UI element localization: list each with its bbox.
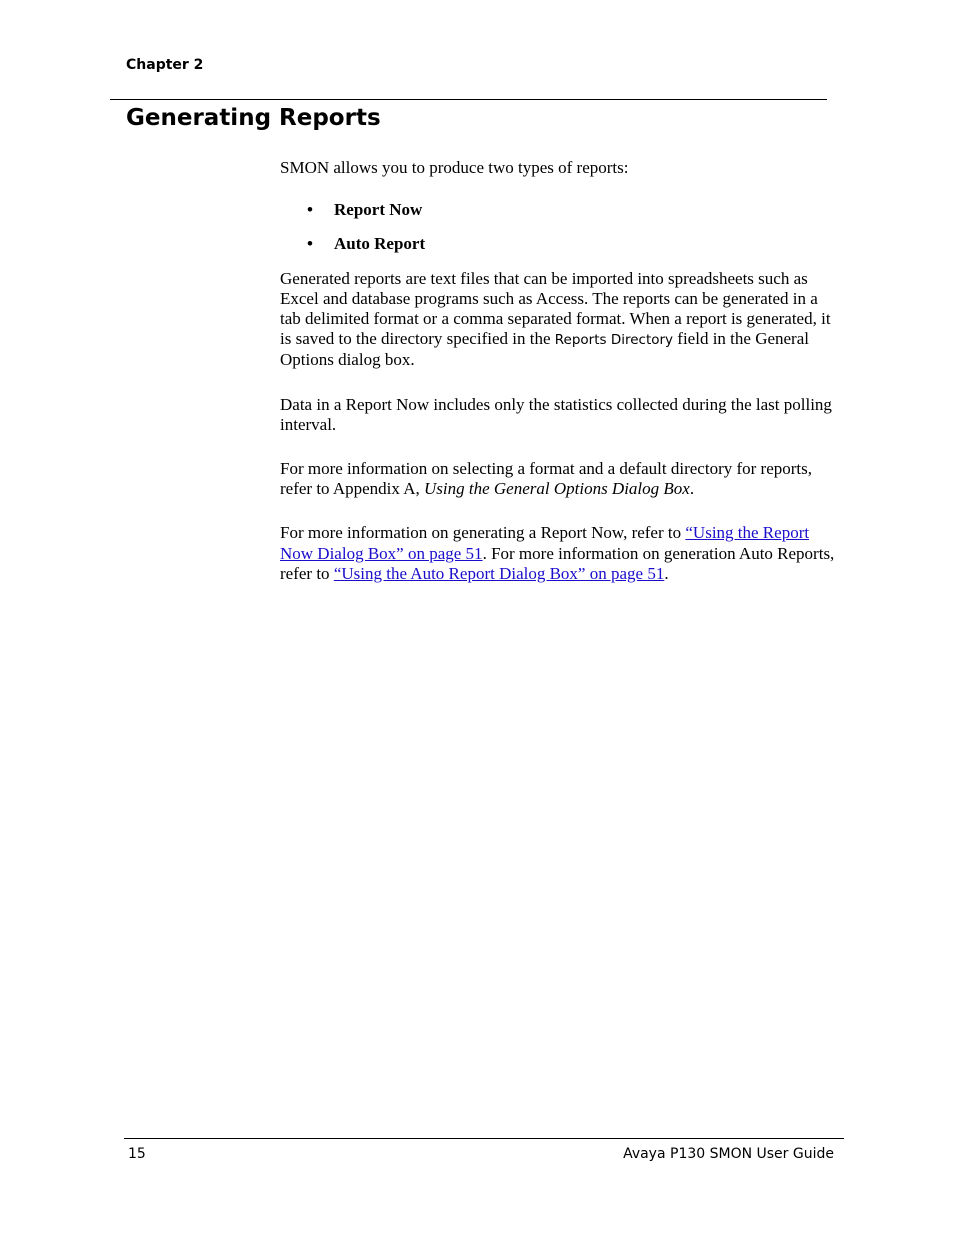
cross-reference-paragraph — [280, 523, 842, 584]
report-now-dialog-link[interactable]: “Using the Report Now Dialog Box” on page 51 — [280, 523, 810, 563]
auto-report-dialog-link[interactable]: “Using the Auto Report Dialog Box” on page 51 — [333, 563, 665, 583]
body-text — [280, 158, 842, 608]
paragraph-text: For more information on selecting a format and a default directory for reports, refer to Appendix A, — [280, 459, 813, 499]
report-type-label: Report Now — [334, 200, 423, 220]
paragraph-text: Generated reports are text files that can be imported into spreadsheets such as Excel and database programs such as Access. The reports can be generated in a tab delimited format or a comma separated format. When a report is generated, it is saved to the directory specified in the — [280, 268, 831, 349]
footer-divider — [124, 1138, 844, 1139]
paragraph-text: . For more information on generation Auto Reports, refer to — [280, 543, 835, 583]
paragraph-text: . — [689, 479, 695, 499]
appendix-reference: Using the General Options Dialog Box — [424, 479, 690, 499]
bullet-icon: • — [307, 234, 313, 254]
intro-paragraph: SMON allows you to produce two types of reports: — [280, 158, 629, 177]
section-title: Generating Reports — [126, 105, 381, 131]
list-item — [280, 200, 842, 220]
reports-directory-term: Reports Directory — [554, 332, 674, 349]
page-number: 15 — [128, 1146, 146, 1162]
format-info-paragraph — [280, 459, 842, 499]
paragraph-text: . — [664, 563, 669, 583]
header-divider — [110, 99, 827, 100]
paragraph-text: field in the General Options dialog box. — [280, 329, 809, 370]
paragraph-text: For more information on generating a Report Now, refer to — [280, 523, 686, 543]
report-now-data-paragraph: Data in a Report Now includes only the statistics collected during the last polling interval. — [280, 394, 832, 434]
bullet-icon: • — [307, 200, 313, 220]
report-types-list — [280, 200, 842, 254]
guide-title: Avaya P130 SMON User Guide — [623, 1146, 834, 1162]
chapter-label: Chapter 2 — [126, 57, 204, 73]
reports-description-paragraph — [280, 269, 842, 371]
report-type-label: Auto Report — [334, 234, 426, 254]
list-item — [280, 234, 842, 254]
